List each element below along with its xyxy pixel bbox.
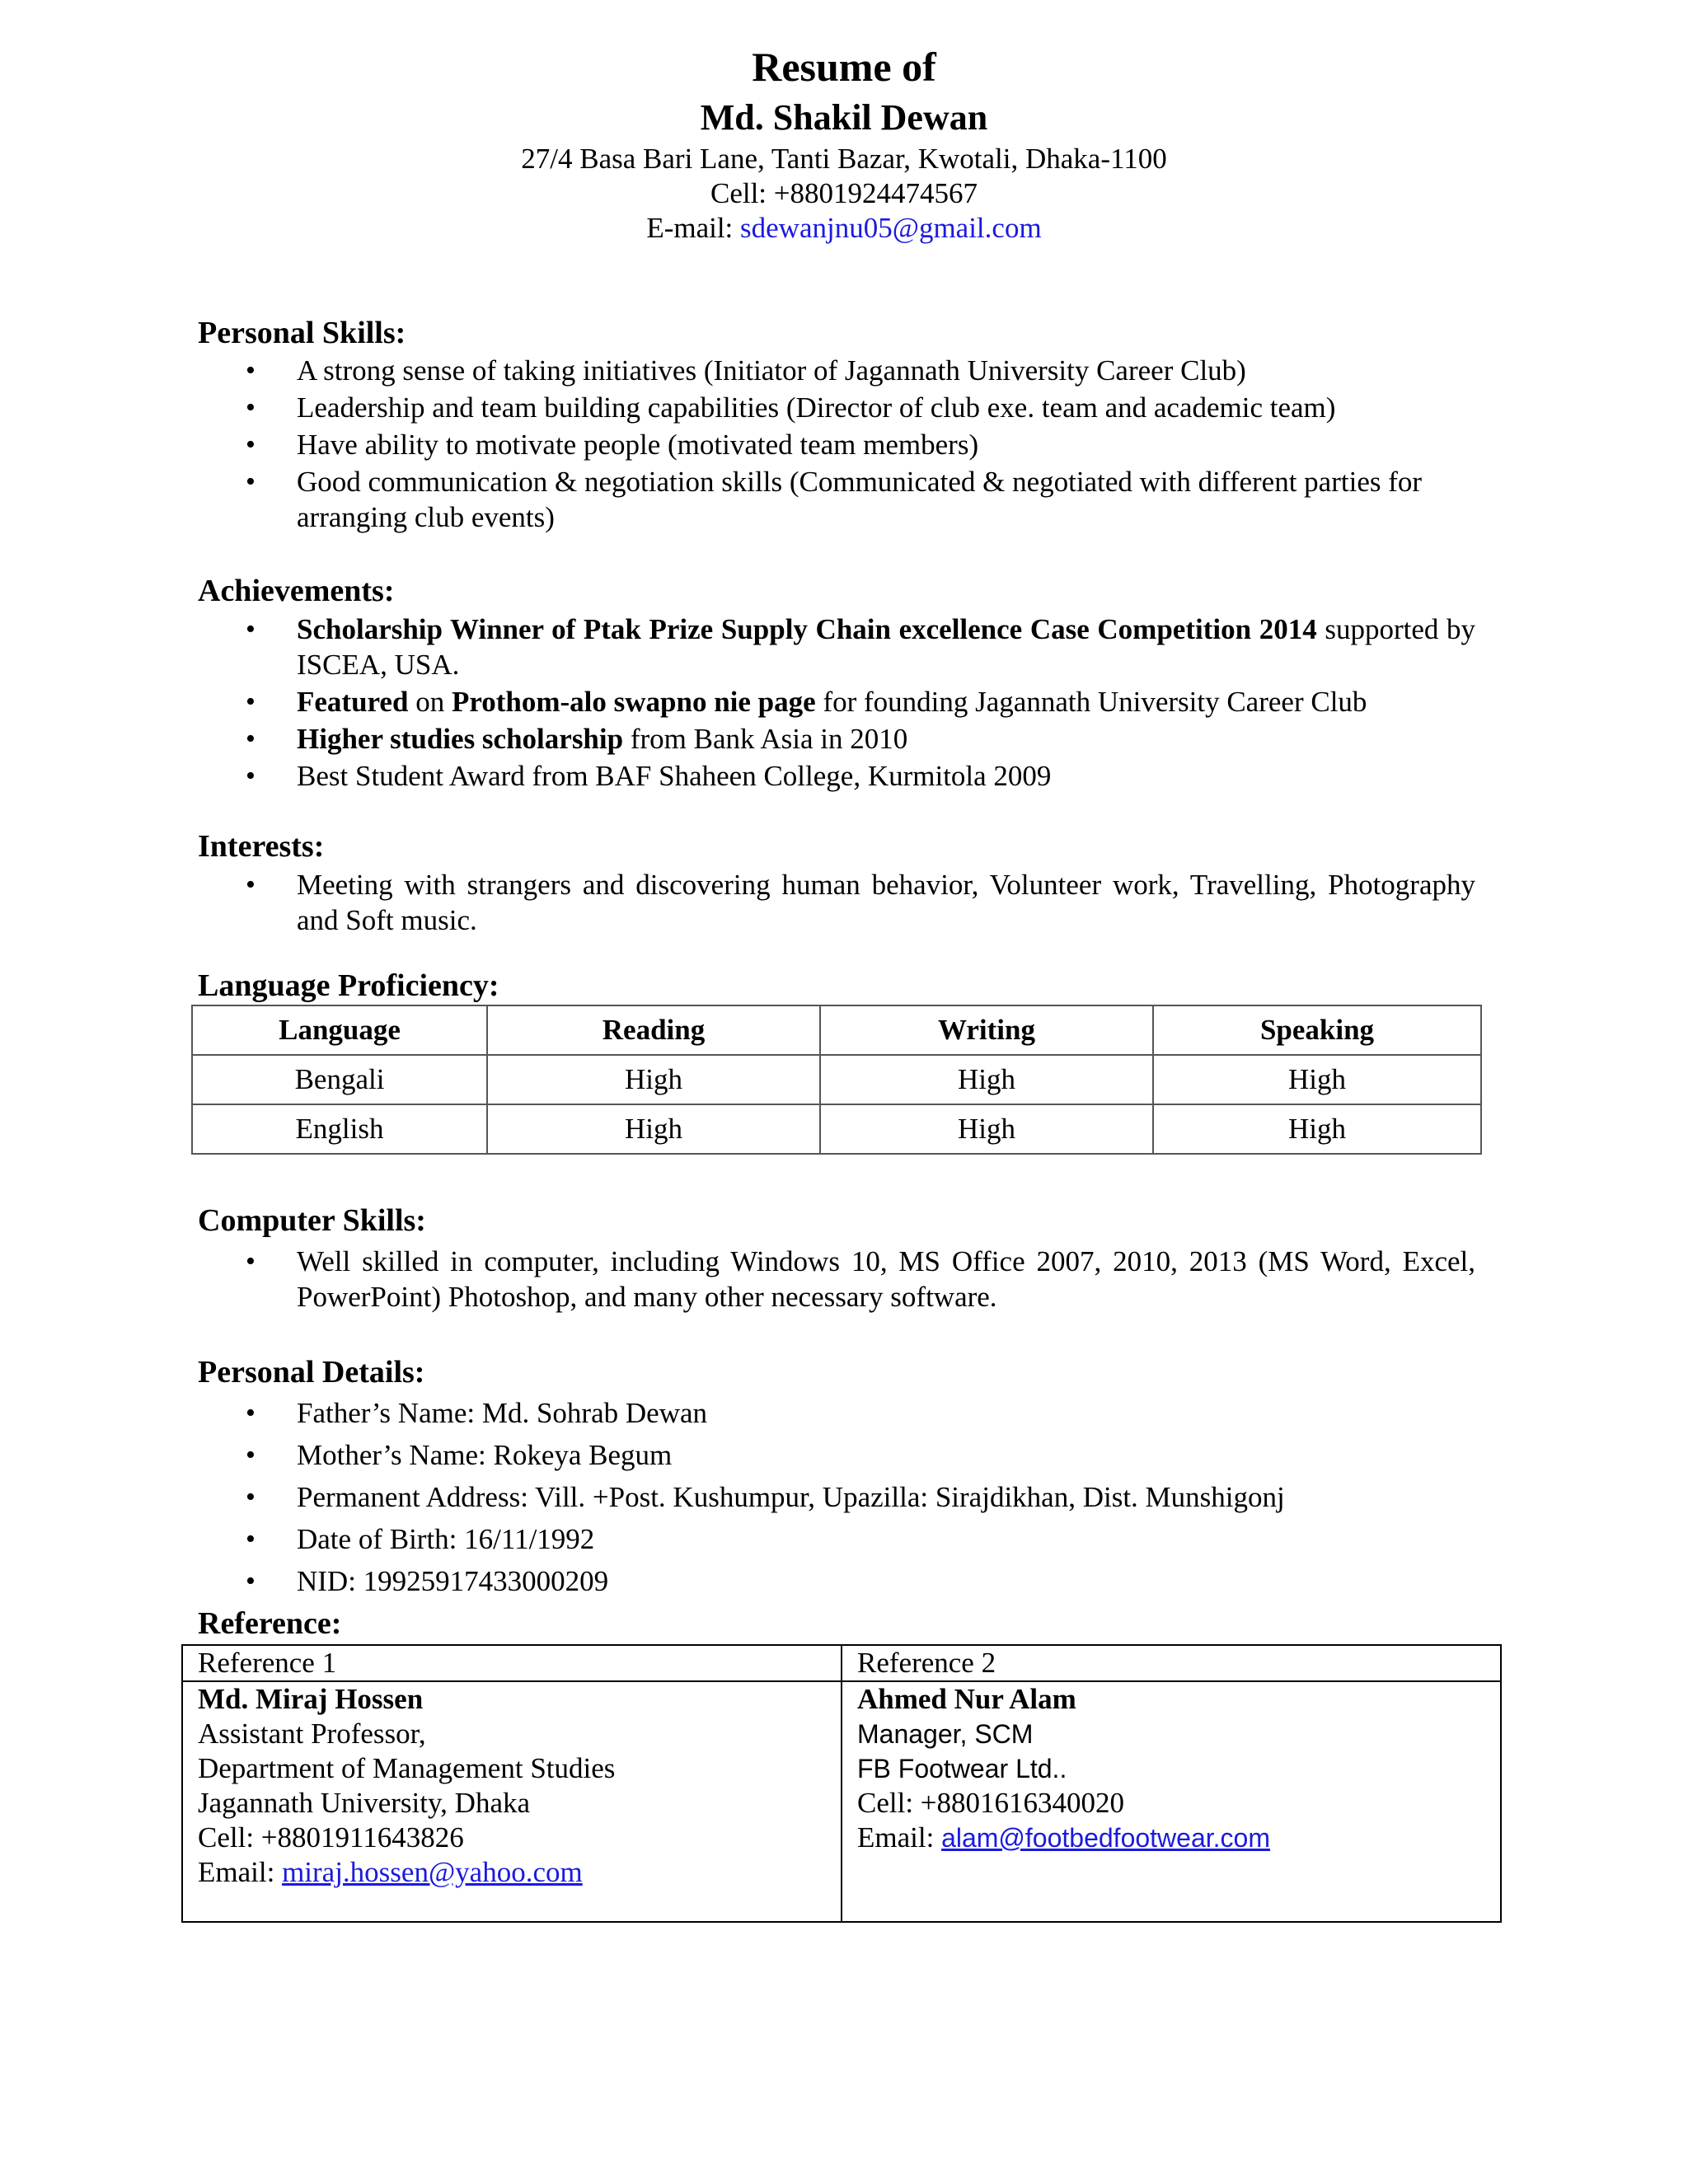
resume-header	[0, 40, 1688, 246]
reference-1-name: Md. Miraj Hossen	[198, 1683, 424, 1715]
reference-1-cell: Cell: +8801911643826	[198, 1821, 464, 1854]
interests-title: Interests:	[198, 829, 325, 864]
column-header: Writing	[820, 1005, 1153, 1055]
list-item: • Meeting with strangers and discovering human behavior, Volunteer work, Travelling, Photography and Soft music.	[297, 867, 1475, 938]
table-cell: High	[487, 1104, 820, 1154]
reference-2-label: Reference 2	[842, 1645, 1501, 1681]
reference-2-org: FB Footwear Ltd..	[857, 1754, 1067, 1783]
list-item: • Father’s Name: Md. Sohrab Dewan	[297, 1395, 1475, 1431]
personal-details-list	[297, 1395, 1475, 1605]
reference-2-name: Ahmed Nur Alam	[857, 1683, 1076, 1715]
list-item: • Have ability to motivate people (motivated team members)	[297, 427, 1475, 462]
list-item: • NID: 19925917433000209	[297, 1563, 1475, 1599]
computer-skills-list	[297, 1244, 1475, 1316]
resume-title: Resume of	[752, 44, 936, 90]
list-item: • Well skilled in computer, including Windows 10, MS Office 2007, 2010, 2013 (MS Word, Excel, PowerPoint) Photoshop, and many other necessary software.	[297, 1244, 1475, 1315]
list-item: • Good communication & negotiation skills (Communicated & negotiated with different parties for arranging club events)	[297, 464, 1475, 535]
table-cell: Bengali	[192, 1055, 487, 1104]
column-header: Reading	[487, 1005, 820, 1055]
table-cell: High	[820, 1055, 1153, 1104]
table-cell: High	[1153, 1055, 1481, 1104]
achievement-text: supported by ISCEA, USA.	[297, 613, 1475, 681]
achievement-bold: Higher studies scholarship	[297, 723, 624, 755]
personal-skills-list	[297, 353, 1475, 537]
list-item	[297, 721, 1475, 757]
candidate-address: 27/4 Basa Bari Lane, Tanti Bazar, Kwotali, Dhaka-1100	[521, 143, 1167, 175]
reference-2-cell: Cell: +8801616340020	[857, 1787, 1125, 1819]
candidate-cell: Cell: +8801924474567	[710, 177, 978, 209]
table-row	[192, 1104, 1481, 1154]
reference-header-row	[182, 1645, 1501, 1681]
reference-2-details	[842, 1681, 1501, 1922]
language-table	[191, 1005, 1482, 1155]
table-row	[192, 1055, 1481, 1104]
achievements-title: Achievements:	[198, 574, 395, 608]
achievement-bold: Featured	[297, 686, 409, 718]
reference-1-org: Jagannath University, Dhaka	[198, 1787, 531, 1819]
reference-2-email-link[interactable]: alam@footbedfootwear.com	[941, 1823, 1270, 1853]
reference-1-label: Reference 1	[182, 1645, 842, 1681]
table-cell: High	[1153, 1104, 1481, 1154]
email-label: E-mail:	[646, 212, 741, 244]
list-item: • Best Student Award from BAF Shaheen College, Kurmitola 2009	[297, 758, 1475, 794]
column-header: Speaking	[1153, 1005, 1481, 1055]
list-item: • Leadership and team building capabilities (Director of club exe. team and academic team)	[297, 390, 1475, 425]
language-title: Language Proficiency:	[198, 968, 499, 1003]
candidate-name: Md. Shakil Dewan	[700, 97, 988, 138]
reference-title: Reference:	[198, 1606, 342, 1641]
email-label: Email:	[857, 1821, 942, 1854]
list-item: • Mother’s Name: Rokeya Begum	[297, 1437, 1475, 1473]
list-item	[297, 612, 1475, 682]
computer-skills-title: Computer Skills:	[198, 1203, 426, 1238]
achievement-text: from Bank Asia in 2010	[623, 723, 908, 755]
reference-table	[181, 1644, 1502, 1923]
candidate-email-line	[0, 211, 1688, 246]
column-header: Language	[192, 1005, 487, 1055]
email-label: Email:	[198, 1856, 283, 1888]
table-cell: English	[192, 1104, 487, 1154]
list-item: • Date of Birth: 16/11/1992	[297, 1521, 1475, 1557]
reference-2-position: Manager, SCM	[857, 1719, 1034, 1749]
candidate-email-link[interactable]: sdewanjnu05@gmail.com	[740, 212, 1042, 244]
reference-1-department: Department of Management Studies	[198, 1752, 616, 1784]
achievement-text: for founding Jagannath University Career Club	[815, 686, 1367, 718]
table-header-row	[192, 1005, 1481, 1055]
reference-1-position: Assistant Professor,	[198, 1718, 426, 1750]
personal-skills-title: Personal Skills:	[198, 316, 406, 350]
reference-1-email-line	[198, 1855, 841, 1890]
achievement-bold: Prothom-alo swapno nie page	[451, 686, 816, 718]
list-item: • A strong sense of taking initiatives (Initiator of Jagannath University Career Club)	[297, 353, 1475, 388]
list-item	[297, 684, 1475, 719]
personal-details-title: Personal Details:	[198, 1355, 425, 1390]
achievements-list	[297, 612, 1475, 795]
table-cell: High	[820, 1104, 1153, 1154]
reference-1-email-link[interactable]: miraj.hossen@yahoo.com	[282, 1856, 583, 1888]
interests-list	[297, 867, 1475, 940]
list-item: • Permanent Address: Vill. +Post. Kushumpur, Upazilla: Sirajdikhan, Dist. Munshigonj	[297, 1479, 1475, 1515]
reference-2-email-line	[857, 1821, 1500, 1855]
achievement-bold: Scholarship Winner of Ptak Prize Supply Chain excellence Case Competition 2014	[297, 613, 1317, 645]
achievement-text: on	[408, 686, 452, 718]
reference-body-row	[182, 1681, 1501, 1922]
table-cell: High	[487, 1055, 820, 1104]
reference-1-details	[182, 1681, 842, 1922]
